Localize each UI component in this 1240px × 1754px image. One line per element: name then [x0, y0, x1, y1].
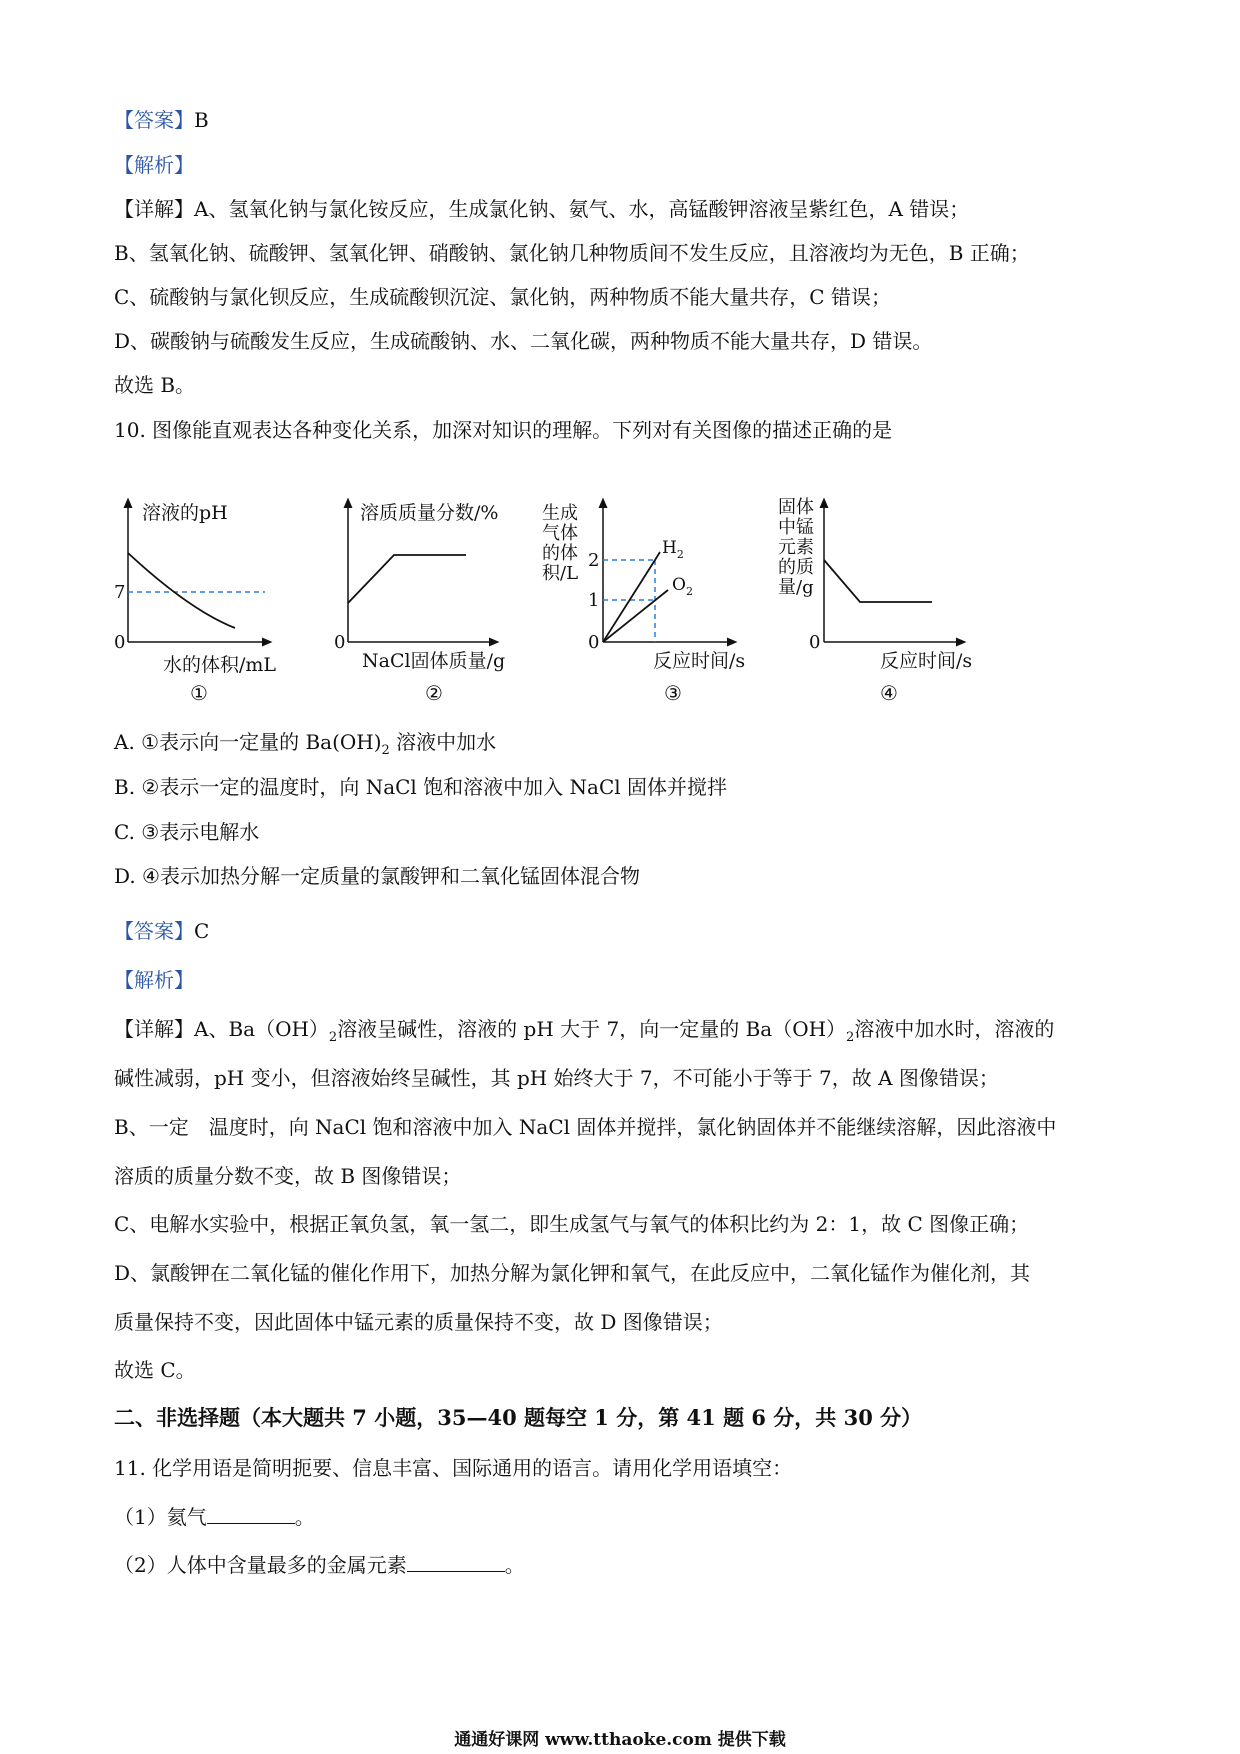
section-title: 二、非选择题（本大题共 7 小题，35—40 题每空 1 分，第 41 题 6 分，共 30 分）	[114, 1405, 923, 1430]
graph-4-y-label-1: 固体	[778, 497, 814, 518]
graph-4	[778, 497, 972, 705]
graph-3-tick-2: 2	[588, 550, 600, 571]
q10-answer-line	[114, 917, 209, 945]
detail-text-a: A、Ba（OH）	[194, 1017, 329, 1041]
option-d: D. ④表示加热分解一定质量的氯酸钾和二氧化锰固体混合物	[114, 864, 640, 888]
graph-1-tick-0: 0	[114, 632, 126, 653]
graph-3-line-h2	[603, 560, 655, 642]
q10-detail-line-6: D、氯酸钾在二氧化锰的催化作用下，加热分解为氯化钾和氧气，在此反应中，二氧化锰作为催化剂，其	[114, 1261, 1031, 1285]
graph-1-x-label: 水的体积/mL	[163, 654, 277, 676]
graph-4-tick-0: 0	[809, 632, 821, 653]
q10-detail-line-5: C、电解水实验中，根据正氧负氢，氧一氢二，即生成氢气与氧气的体积比约为 2：1，故 C 图像正确；	[114, 1212, 1030, 1236]
q11-item-1	[114, 1503, 315, 1531]
graph-3-x-label: 反应时间/s	[653, 650, 746, 672]
q10-detail-line-1	[114, 1015, 1054, 1052]
answer-blank[interactable]	[207, 1505, 295, 1524]
graph-1-curve	[128, 553, 235, 628]
graph-2-x-label: NaCl固体质量/g	[362, 650, 506, 672]
graph-3-y-label-3: 的体	[542, 543, 578, 564]
prev-detail-line-4: D、碳酸钠与硫酸发生反应，生成硫酸钠、水、二氧化碳，两种物质不能大量共存，D 错误。	[114, 329, 933, 353]
q11-item-1-end: 。	[294, 1505, 315, 1529]
q11-item-2-label: （2）人体中含量最多的金属元素	[114, 1553, 407, 1577]
graph-3-line-h2-ext	[655, 552, 660, 560]
subscript-2: 2	[328, 1030, 338, 1045]
graph-1-number: ①	[190, 681, 208, 705]
prev-detail-line-2: B、氢氧化钠、硫酸钾、氢氧化钾、硝酸钠、氯化钠几种物质间不发生反应，且溶液均为无色，B 正确；	[114, 241, 1030, 265]
graph-3-series-o2: $O_2$	[672, 575, 693, 598]
detail-tag: 【详解】	[114, 1017, 194, 1041]
q11-item-2-end: 。	[504, 1553, 525, 1577]
graph-4-y-label-5: 量/g	[778, 577, 814, 598]
graph-2-curve	[348, 555, 466, 603]
graph-4-y-label-2: 中锰	[778, 517, 814, 538]
q11-item-1-label: （1）氦气	[114, 1505, 207, 1529]
graph-3-line-o2	[603, 590, 668, 642]
answer-value: B	[194, 108, 209, 132]
graph-4-y-label-4: 的质	[778, 557, 814, 578]
answer-tag: 【答案】	[114, 919, 194, 943]
answer-blank[interactable]	[407, 1553, 505, 1572]
graph-3-number: ③	[664, 681, 682, 705]
graph-4-number: ④	[880, 681, 898, 705]
page-footer: 通通好课网 www.tthaoke.com 提供下载	[454, 1730, 786, 1750]
graph-4-curve	[824, 560, 932, 602]
analysis-tag: 【解析】	[114, 153, 194, 177]
answer-tag: 【答案】	[114, 108, 194, 132]
prev-detail-line-1	[114, 195, 969, 223]
detail-text-c: 溶液中加水时，溶液的	[854, 1017, 1055, 1041]
graph-4-y-label-3: 元素	[778, 537, 814, 558]
option-c: C. ③表示电解水	[114, 820, 260, 844]
graph-1-y-label: 溶液的pH	[142, 502, 228, 524]
detail-text: A、氢氧化钠与氯化铵反应，生成氯化钠、氨气、水，高锰酸钾溶液呈紫红色，A 错误；	[194, 197, 970, 221]
graph-3-tick-0: 0	[588, 632, 600, 653]
subscript-2: 2	[846, 1030, 855, 1045]
answer-value: C	[194, 919, 210, 943]
graph-2-tick-0: 0	[334, 632, 346, 653]
q10-detail-line-8: 故选 C。	[114, 1358, 196, 1382]
prev-detail-line-3: C、硫酸钠与氯化钡反应，生成硫酸钡沉淀、氯化钠，两种物质不能大量共存，C 错误；	[114, 285, 891, 309]
detail-tag: 【详解】	[114, 197, 194, 221]
q10-detail-line-7: 质量保持不变，因此固体中锰元素的质量保持不变，故 D 图像错误；	[114, 1310, 723, 1334]
q10-detail-line-3: B、一定 温度时，向 NaCl 饱和溶液中加入 NaCl 固体并搅拌，氯化钠固体并不能继续溶解，因此溶液中	[114, 1115, 1057, 1139]
question-11-stem: 11. 化学用语是简明扼要、信息丰富、国际通用的语言。请用化学用语填空：	[114, 1456, 793, 1480]
option-b: B. ②表示一定的温度时，向 NaCl 饱和溶液中加入 NaCl 固体并搅拌	[114, 775, 728, 799]
q11-item-2	[114, 1551, 525, 1579]
option-a-text-end: 溶液中加水	[389, 730, 497, 754]
graph-3-series-h2: $H_2$	[662, 538, 684, 561]
graph-3-y-label-2: 气体	[542, 523, 578, 544]
graph-2-y-label: 溶质质量分数/%	[360, 502, 499, 524]
q10-detail-line-2: 碱性减弱，pH 变小，但溶液始终呈碱性，其 pH 始终大于 7，不可能小于等于 7，故 A 图像错误；	[114, 1066, 999, 1090]
graph-2-number: ②	[425, 681, 443, 705]
graph-3-tick-1: 1	[588, 590, 600, 611]
graph-3	[542, 502, 745, 705]
graph-3-y-label-4: 积/L	[542, 563, 579, 584]
graph-1	[114, 502, 276, 705]
option-a-text: A. ①表示向一定量的 Ba(OH)	[114, 730, 382, 754]
prev-detail-line-5: 故选 B。	[114, 373, 196, 397]
graph-1-tick-7: 7	[114, 582, 126, 603]
detail-text-b: 溶液呈碱性，溶液的 pH 大于 7，向一定量的 Ba（OH）	[337, 1017, 847, 1041]
option-a	[114, 728, 496, 765]
q10-detail-line-4: 溶质的质量分数不变，故 B 图像错误；	[114, 1164, 462, 1188]
prev-answer-line	[114, 106, 209, 134]
graph-4-x-label: 反应时间/s	[880, 650, 973, 672]
question-10-stem: 10. 图像能直观表达各种变化关系，加深对知识的理解。下列对有关图像的描述正确的是	[114, 418, 893, 442]
option-a-sub: 2	[381, 743, 390, 758]
graph-2	[334, 502, 505, 705]
question-10-graphs	[0, 445, 1240, 710]
q10-analysis-tag: 【解析】	[114, 968, 194, 992]
graph-3-y-label-1: 生成	[542, 503, 578, 524]
